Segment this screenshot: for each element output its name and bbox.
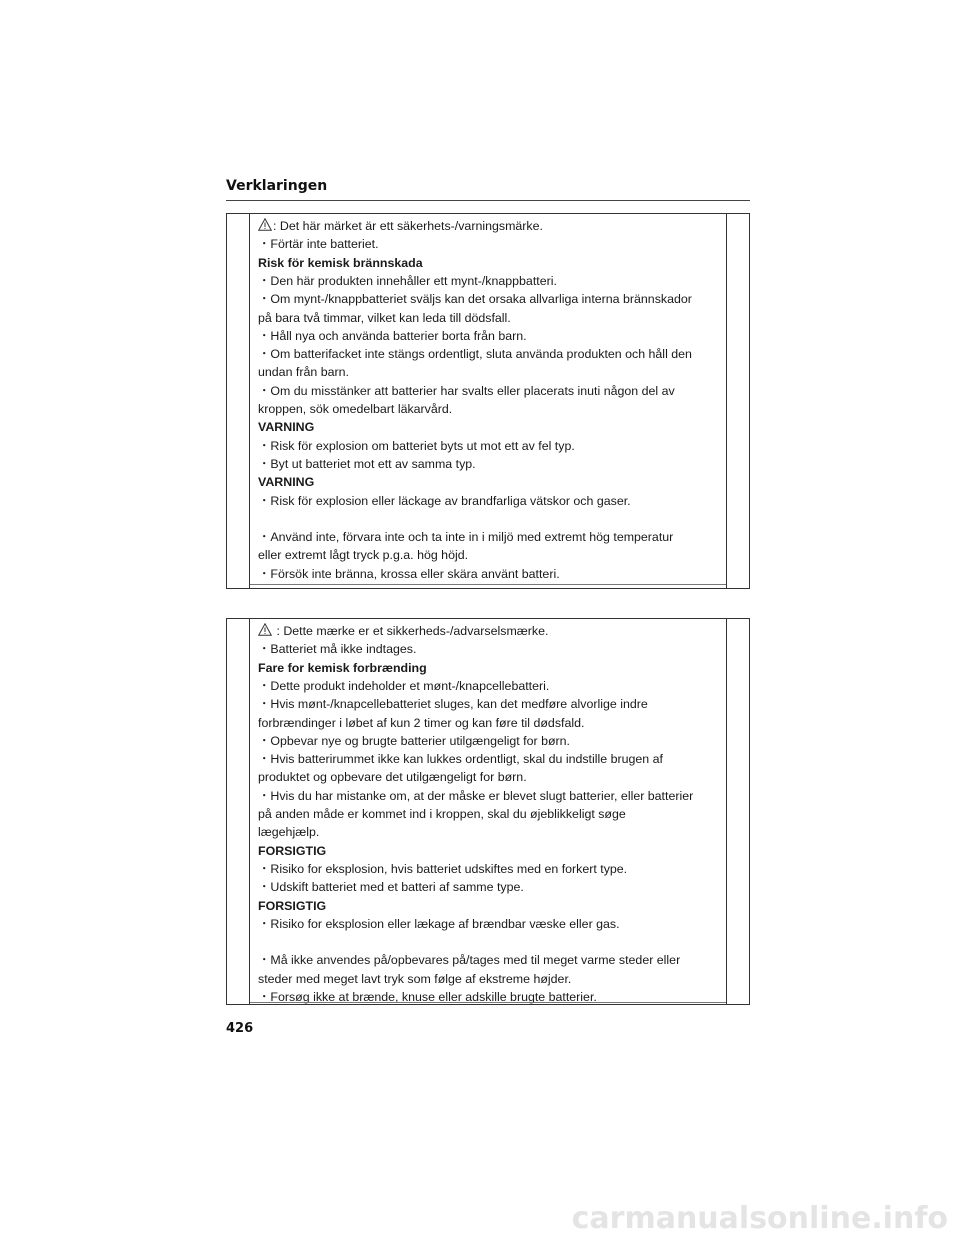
text-line: ・Udskift batteriet med et batteri af samme type. bbox=[258, 880, 524, 895]
text-line: ・Om mynt-/knappbatteriet sväljs kan det orsaka allvarliga interna brännskador bbox=[258, 292, 692, 307]
heading-line: Fare for kemisk forbrænding bbox=[258, 660, 427, 675]
text-line: ・Hvis batterirummet ikke kan lukkes ordentligt, skal du indstille brugen af bbox=[258, 752, 663, 767]
heading-line: FORSIGTIG bbox=[258, 843, 327, 858]
text-line: ・Batteriet må ikke indtages. bbox=[258, 642, 417, 657]
text-line: forbrændinger i løbet af kun 2 timer og kan føre til dødsfald. bbox=[258, 715, 585, 730]
heading-line: VARNING bbox=[258, 420, 315, 435]
text-line: ・Risk för explosion eller läckage av brandfarliga vätskor och gaser. bbox=[258, 493, 631, 508]
box-left-column bbox=[227, 619, 250, 1004]
warning-triangle-icon bbox=[258, 623, 272, 636]
text-line: produktet og opbevare det utilgængeligt for børn. bbox=[258, 770, 527, 785]
warning-triangle-icon bbox=[258, 218, 272, 231]
text-line: ・Risiko for eksplosion eller lækage af brændbar væske eller gas. bbox=[258, 916, 620, 931]
text-line: ・Må ikke anvendes på/opbevares på/tages med til meget varme steder eller bbox=[258, 953, 681, 968]
text-line: ・Hvis du har mistanke om, at der måske er blevet slugt batterier, eller batterier bbox=[258, 788, 694, 803]
text-line: ・Risk för explosion om batteriet byts ut mot ett av fel typ. bbox=[258, 438, 575, 453]
text-line: ・Dette produkt indeholder et mønt-/knapcellebatteri. bbox=[258, 678, 550, 693]
danish-warning-content bbox=[258, 619, 722, 1004]
text-line: ・Opbevar nye og brugte batterier utilgængeligt for børn. bbox=[258, 733, 570, 748]
warning-mark-line bbox=[258, 623, 548, 639]
text-line: ・Risiko for eksplosion, hvis batteriet udskiftes med en forkert type. bbox=[258, 861, 628, 876]
text-line: på anden måde er kommet ind i kroppen, skal du øjeblikkeligt søge bbox=[258, 807, 626, 821]
text-line: lægehjælp. bbox=[258, 825, 320, 840]
text-line: eller extremt lågt tryck p.g.a. hög höjd. bbox=[258, 548, 469, 563]
text-line: ・Den här produkten innehåller ett mynt-/knappbatteri. bbox=[258, 273, 557, 288]
box-left-column bbox=[227, 214, 250, 588]
text-line: kroppen, sök omedelbart läkarvård. bbox=[258, 402, 453, 416]
heading-line: VARNING bbox=[258, 475, 315, 490]
text-line: ・Använd inte, förvara inte och ta inte in i miljö med extremt hög temperatur bbox=[258, 530, 674, 545]
text-line: ・Byt ut batteriet mot ett av samma typ. bbox=[258, 456, 476, 471]
page-number: 426 bbox=[226, 1021, 254, 1036]
warning-mark-text: : Det här märket är ett säkerhets-/varningsmärke. bbox=[273, 219, 543, 233]
warning-mark-text: : Dette mærke er et sikkerheds-/advarselsmærke. bbox=[273, 624, 549, 638]
text-line: steder med meget lavt tryk som følge af ekstreme højder. bbox=[258, 971, 572, 986]
text-line: ・Om batterifacket inte stängs ordentligt, sluta använda produkten och håll den bbox=[258, 347, 692, 362]
text-line: ・Förtär inte batteriet. bbox=[258, 237, 379, 252]
text-line: ・Hvis mønt-/knapcellebatteriet sluges, kan det medføre alvorlige indre bbox=[258, 697, 648, 712]
warning-mark-line bbox=[258, 218, 543, 234]
text-line: ・Håll nya och använda batterier borta från barn. bbox=[258, 328, 527, 343]
box-right-column bbox=[726, 619, 749, 1004]
text-line: undan från barn. bbox=[258, 365, 349, 380]
danish-warning-box bbox=[226, 618, 750, 1005]
watermark: carmanualsonline.info bbox=[571, 1201, 948, 1236]
text-line: på bara två timmar, vilket kan leda till dödsfall. bbox=[258, 310, 511, 325]
text-line: ・Försök inte bränna, krossa eller skära använt batteri. bbox=[258, 566, 560, 581]
section-header bbox=[226, 178, 750, 201]
heading-line: FORSIGTIG bbox=[258, 898, 327, 913]
box-right-column bbox=[726, 214, 749, 588]
heading-line: Risk för kemisk brännskada bbox=[258, 255, 423, 270]
text-line: ・Forsøg ikke at brænde, knuse eller adskille brugte batterier. bbox=[258, 990, 597, 1004]
section-title: Verklaringen bbox=[226, 178, 328, 194]
divider bbox=[250, 1002, 726, 1003]
swedish-warning-box bbox=[226, 213, 750, 589]
text-line: ・Om du misstänker att batterier har svalts eller placerats inuti någon del av bbox=[258, 383, 675, 398]
swedish-warning-content bbox=[258, 214, 722, 588]
divider bbox=[250, 584, 726, 585]
